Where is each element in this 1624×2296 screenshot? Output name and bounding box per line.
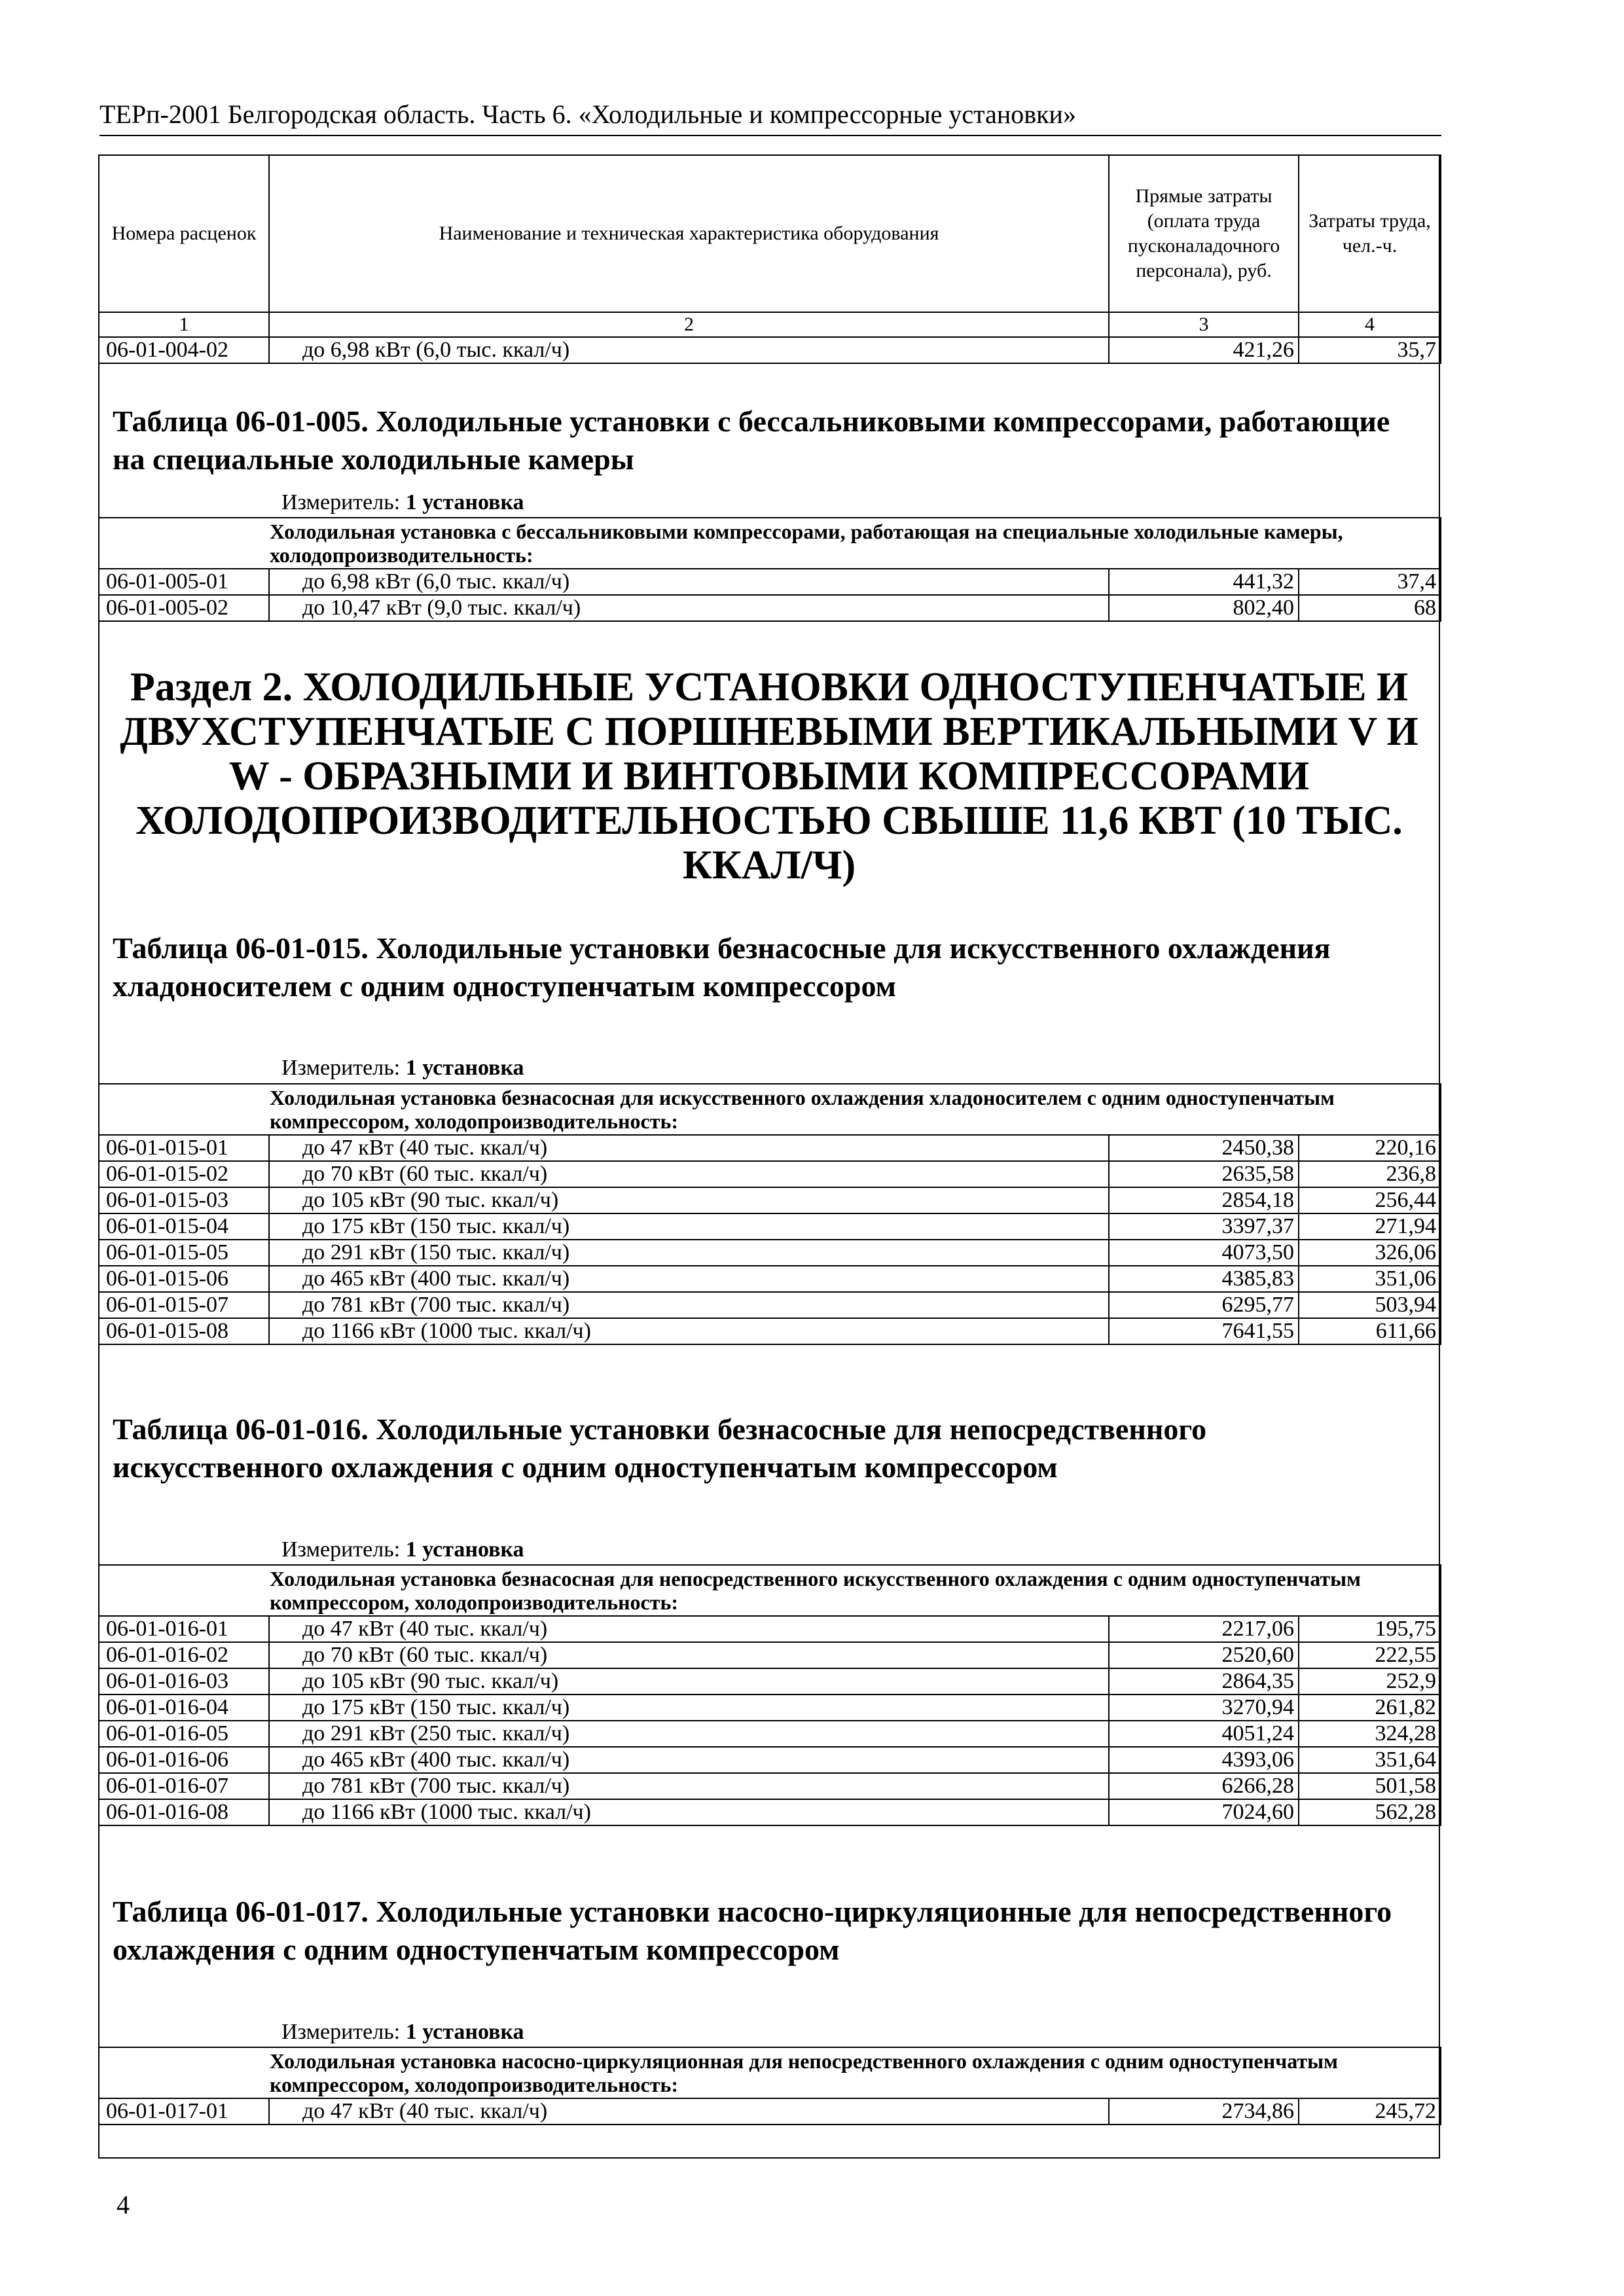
meter: Измеритель: 1 установка [281,1056,524,1080]
labor-cost: 35,7 [1299,337,1441,363]
direct-cost: 421,26 [1109,337,1299,363]
equipment-name: до 6,98 кВт (6,0 тыс. ккал/ч) [269,337,1109,363]
col-number: 4 [1299,312,1441,337]
table-row: 06-01-005-02 до 10,47 кВт (9,0 тыс. ккал/ч) 802,40 68 [99,595,1441,621]
table-row: 06-01-016-02 до 70 кВт (60 тыс. ккал/ч) 2520,60 222,55 [99,1642,1441,1668]
table-title: Таблица 06-01-016. Холодильные установки безнасосные для непосредственного искусственного охлаждения с одним одноступенчатым компрессором [113,1412,1207,1484]
table-title-text: Холодильные установки с бессальниковыми компрессорами, работающие на специальные холодильные камеры [113,404,1390,476]
running-header: ТЕРп-2001 Белгородская область. Часть 6. «Холодильные и компрессорные установки» [99,98,1441,136]
table-row: 06-01-017-01 до 47 кВт (40 тыс. ккал/ч) 2734,86 245,72 [99,2098,1441,2125]
rate-code: 06-01-004-02 [99,337,269,363]
table-row: 06-01-016-01 до 47 кВт (40 тыс. ккал/ч) 2217,06 195,75 [99,1616,1441,1642]
table-row: 06-01-005-01 до 6,98 кВт (6,0 тыс. ккал/ч) 441,32 37,4 [99,569,1441,595]
table-06-01-015 [98,1083,1440,1345]
table-row: 06-01-015-03 до 105 кВт (90 тыс. ккал/ч) 2854,18 256,44 [99,1187,1441,1213]
table-row: 06-01-016-07 до 781 кВт (700 тыс. ккал/ч) 6266,28 501,58 [99,1773,1441,1799]
table-row: 06-01-015-06 до 465 кВт (400 тыс. ккал/ч) 4385,83 351,06 [99,1266,1441,1292]
table-row: 06-01-016-03 до 105 кВт (90 тыс. ккал/ч) 2864,35 252,9 [99,1668,1441,1695]
group-description: Холодильная установка безнасосная для искусственного охлаждения хладоносителем с одним одноступенчатым компрессором, холодопроизводительность: [99,1084,1441,1135]
col-number: 3 [1109,312,1299,337]
table-row: 06-01-016-04 до 175 кВт (150 тыс. ккал/ч) 3270,94 261,82 [99,1695,1441,1721]
group-description: Холодильная установка с бессальниковыми компрессорами, работающая на специальные холодильные камеры, холодопроизводительность: [99,518,1441,569]
table-row: 06-01-016-05 до 291 кВт (250 тыс. ккал/ч) 4051,24 324,28 [99,1721,1441,1747]
col-header-codes: Номера расценок [99,155,269,312]
table-row: 06-01-015-01 до 47 кВт (40 тыс. ккал/ч) 2450,38 220,16 [99,1135,1441,1161]
col-header-name: Наименование и техническая характеристика оборудования [269,155,1109,312]
group-description: Холодильная установка насосно-циркуляционная для непосредственного охлаждения с одним одноступенчатым компрессором, холодопроизводительность: [99,2047,1441,2098]
table-row: 06-01-015-02 до 70 кВт (60 тыс. ккал/ч) 2635,58 236,8 [99,1161,1441,1187]
table-row: 06-01-015-08 до 1166 кВт (1000 тыс. ккал/ч) 7641,55 611,66 [99,1318,1441,1344]
meter: Измеритель: 1 установка [281,490,524,514]
table-row: 06-01-015-07 до 781 кВт (700 тыс. ккал/ч) 6295,77 503,94 [99,1292,1441,1318]
group-description: Холодильная установка безнасосная для непосредственного искусственного охлаждения с одним одноступенчатым компрессором, холодопроизводительность: [99,1565,1441,1616]
col-header-cost: Прямые затраты (оплата труда пусконаладочного персонала), руб. [1109,155,1299,312]
table-title: Таблица 06-01-015. Холодильные установки безнасосные для искусственного охлаждения хладоносителем с одним одноступенчатым компрессором [113,931,1331,1003]
table-06-01-016 [98,1564,1440,1826]
table-06-01-017 [98,2047,1440,2125]
table-row: 06-01-015-05 до 291 кВт (150 тыс. ккал/ч) 4073,50 326,06 [99,1240,1441,1266]
table-title: Таблица 06-01-017. Холодильные установки насосно-циркуляционные для непосредственного охлаждения с одним одноступенчатым компрессором [113,1895,1392,1966]
table-title [113,403,1422,478]
table-row: 06-01-015-04 до 175 кВт (150 тыс. ккал/ч) 3397,37 271,94 [99,1213,1441,1240]
section-heading: Раздел 2. ХОЛОДИЛЬНЫЕ УСТАНОВКИ ОДНОСТУПЕНЧАТЫЕ И ДВУХСТУПЕНЧАТЫЕ С ПОРШНЕВЫМИ ВЕРТИКАЛЬНЫМИ V И W - ОБРАЗНЫМИ И ВИНТОВЫМИ КОМПРЕССОРАМИ ХОЛОДОПРОИЗВОДИТЕЛЬНОСТЬЮ СВЫШЕ 11,6 КВТ (10 ТЫС. ККАЛ/Ч) [120,665,1418,888]
meter: Измеритель: 1 установка [281,2020,524,2044]
table-title-lead: Таблица 06-01-005. [113,404,369,438]
col-header-labor: Затраты труда, чел.-ч. [1299,155,1441,312]
meter: Измеритель: 1 установка [281,1537,524,1562]
table-06-01-005 [98,517,1440,622]
page-number: 4 [117,2190,130,2219]
column-header [98,154,1440,364]
col-number: 2 [269,312,1109,337]
table-row: 06-01-016-08 до 1166 кВт (1000 тыс. ккал/ч) 7024,60 562,28 [99,1799,1441,1825]
table-row: 06-01-016-06 до 465 кВт (400 тыс. ккал/ч) 4393,06 351,64 [99,1747,1441,1773]
col-number: 1 [99,312,269,337]
table-row [99,337,1441,363]
